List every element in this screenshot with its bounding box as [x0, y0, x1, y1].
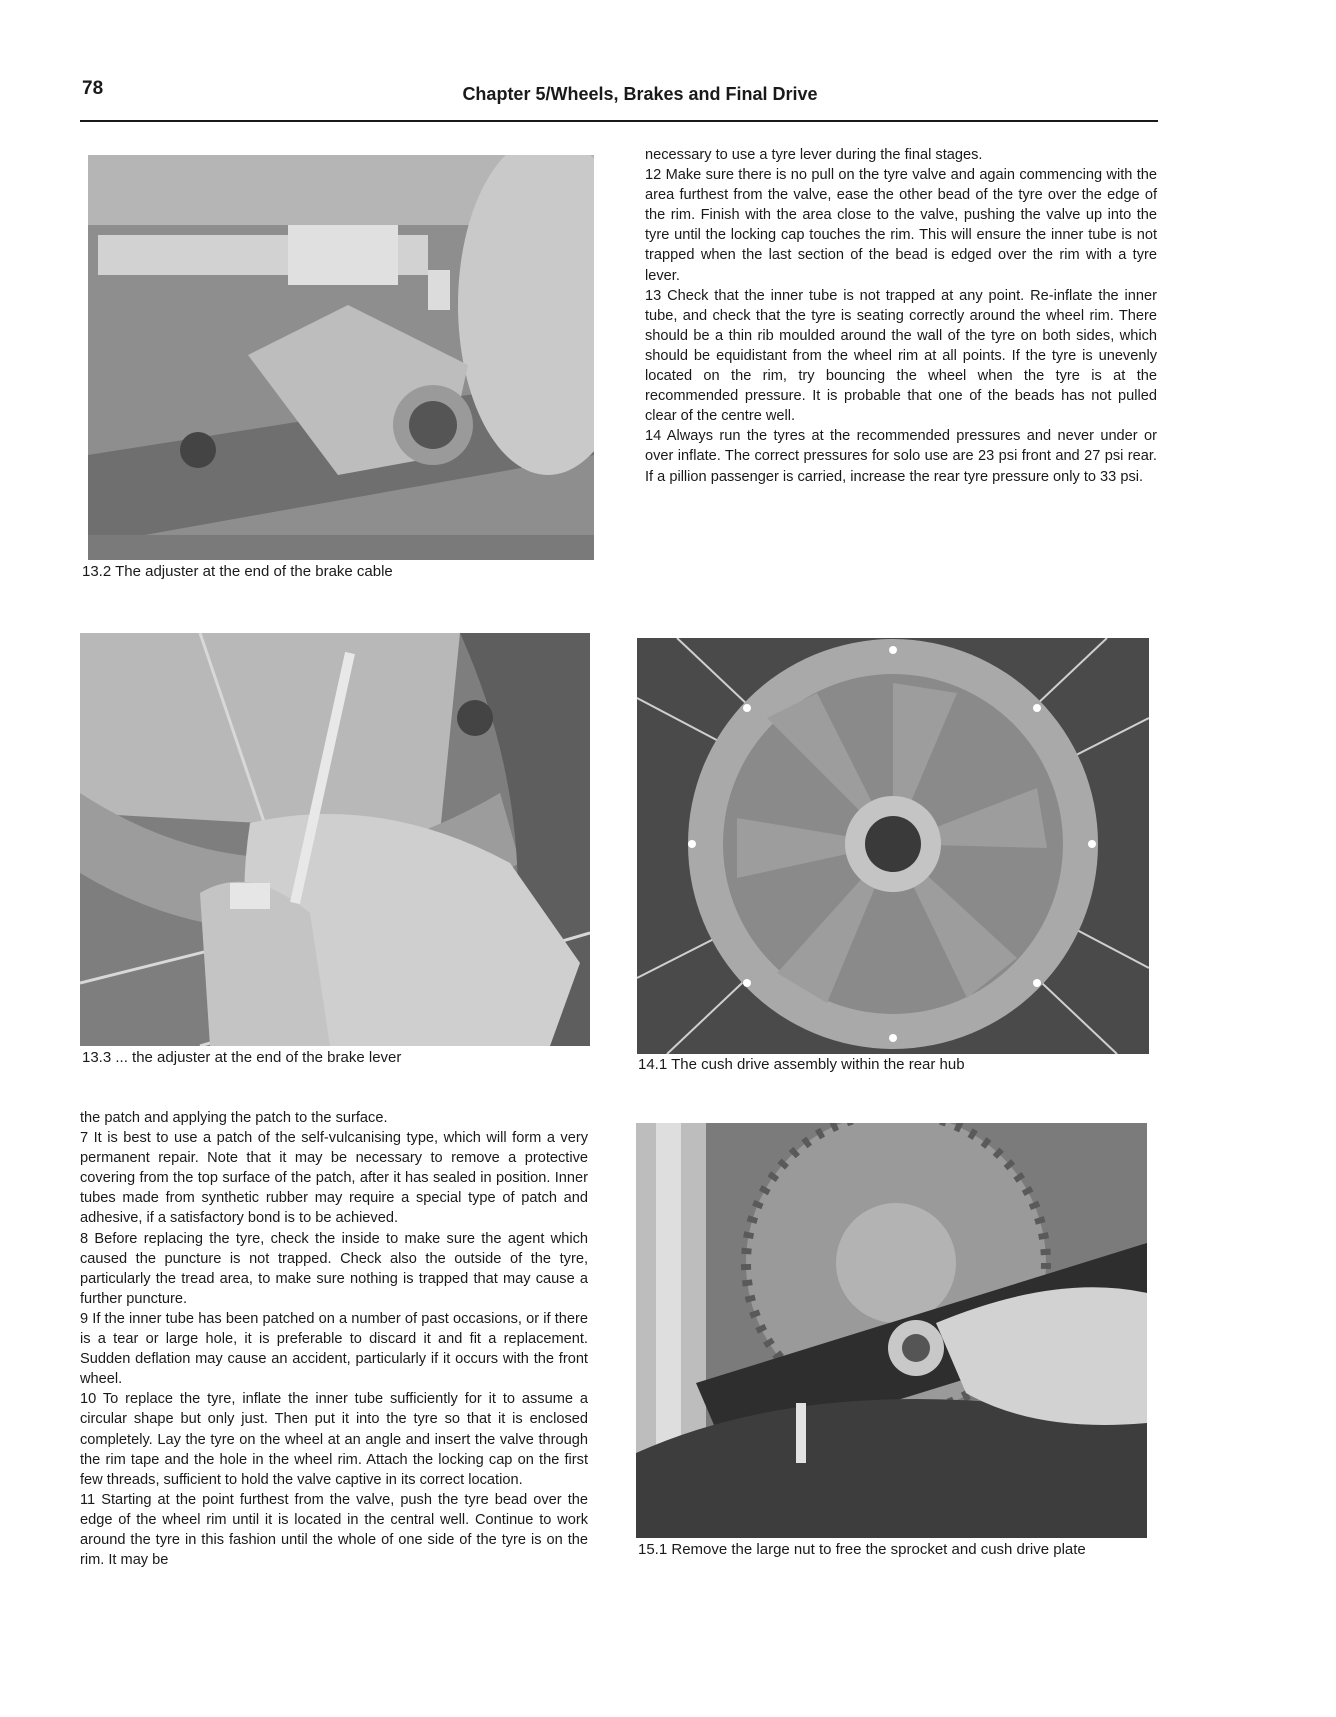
- paragraph: 13 Check that the inner tube is not trapped at any point. Re-inflate the inner tube, and check that the tyre is seating correctly around the wheel rim. There should be a thin rib moulded around the wall of the tyre on both sides, which should be equidistant from the wheel rim at all points. If the tyre is unevenly located on the rim, try bouncing the wheel when the tyre is at the recommended pressure. It is probable that one of the beads has not pulled clear of the centre well.: [645, 287, 1157, 425]
- caption-14-1: 14.1 The cush drive assembly within the rear hub: [638, 1056, 965, 1073]
- caption-13-2: 13.2 The adjuster at the end of the brake cable: [82, 563, 393, 580]
- right-column-text: [645, 145, 1157, 487]
- page-number: 78: [82, 78, 104, 99]
- running-head: Chapter 5/Wheels, Brakes and Final Drive: [462, 84, 818, 104]
- paragraph: the patch and applying the patch to the surface.: [80, 1110, 388, 1126]
- header-rule: [80, 120, 1158, 122]
- photo-cush-drive-assembly: [637, 638, 1149, 1054]
- left-column-text: [80, 1108, 588, 1570]
- paragraph: 7 It is best to use a patch of the self-vulcanising type, which will form a very permanent repair. Note that it may be necessary to remove a protective covering from the top surface of the patch, after it has sealed in position. Inner tubes made from synthetic rubber may require a special type of patch and adhesive, if a satisfactory bond is to be achieved.: [80, 1130, 588, 1227]
- paragraph: 10 To replace the tyre, inflate the inner tube sufficiently for it to assume a circular shape but only just. Then put it into the tyre so that it is enclosed completely. Lay the tyre on the wheel at an angle and insert the valve through the rim tape and the hole in the wheel rim. Attach the locking cap on the first few threads, sufficient to hold the valve captive in its correct location.: [80, 1391, 588, 1488]
- paragraph: necessary to use a tyre lever during the final stages.: [645, 147, 983, 163]
- photo-brake-cable-adjuster: [88, 155, 594, 560]
- paragraph: 8 Before replacing the tyre, check the inside to make sure the agent which caused the puncture is not trapped. Check also the outside of the tyre, particularly the tread area, to make sure nothing is trapped that may cause a further puncture.: [80, 1230, 588, 1307]
- caption-13-3: 13.3 ... the adjuster at the end of the brake lever: [82, 1049, 402, 1066]
- paragraph: 9 If the inner tube has been patched on a number of past occasions, or if there is a tear or large hole, it is preferable to discard it and fit a replacement. Sudden deflation may cause an accident, particularly if it occurs with the front wheel.: [80, 1310, 588, 1388]
- paragraph: 11 Starting at the point furthest from the valve, push the tyre bead over the edge of the wheel rim until it is located in the central well. Continue to work around the tyre in this fashion until the whole of one side of the tyre is on the rim. It may be: [80, 1491, 588, 1569]
- paragraph: 14 Always run the tyres at the recommended pressures and never under or over inflate. The correct pressures for solo use are 23 psi front and 27 psi rear. If a pillion passenger is carried, increase the rear tyre pressure only to 33 psi.: [645, 428, 1157, 485]
- caption-15-1: 15.1 Remove the large nut to free the sprocket and cush drive plate: [638, 1541, 1086, 1558]
- photo-sprocket-nut-removal: [636, 1123, 1147, 1538]
- paragraph: 12 Make sure there is no pull on the tyre valve and again commencing with the area furthest from the valve, ease the other bead of the tyre over the edge of the rim. Finish with the area close to the valve, pushing the valve up into the tyre until the locking cap touches the rim. This will ensure the inner tube is not trapped when the last section of the bead is edged over the rim with a tyre lever.: [645, 167, 1157, 284]
- photo-brake-lever-adjuster: [80, 633, 590, 1046]
